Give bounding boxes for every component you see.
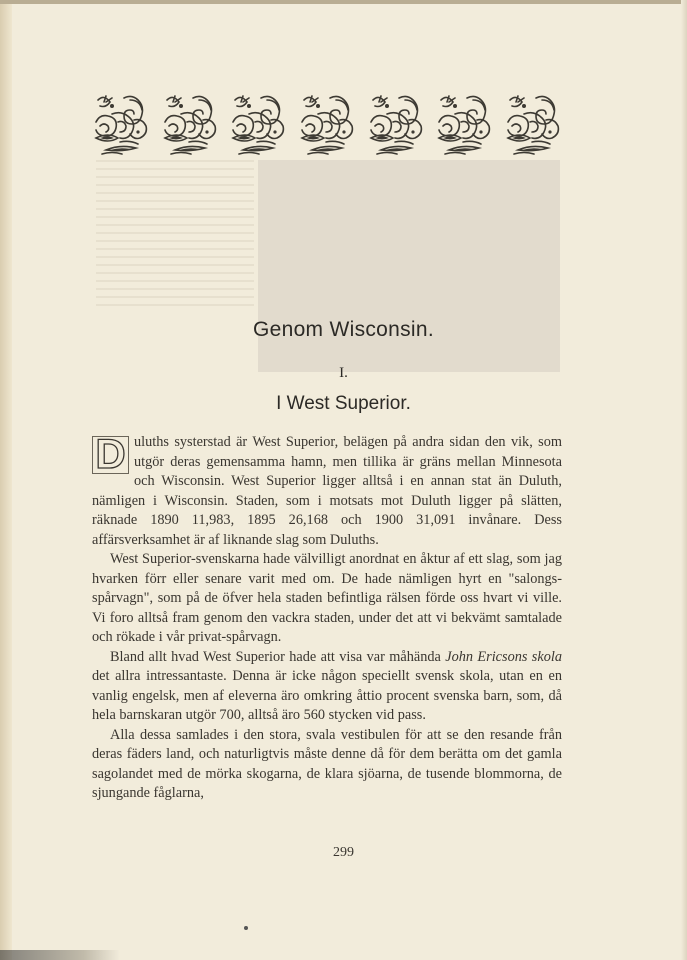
- floral-vignette-icon: [502, 92, 564, 158]
- paper-speck: [244, 926, 248, 930]
- floral-vignette-icon: [296, 92, 358, 158]
- floral-vignette-icon: [90, 92, 152, 158]
- section-subtitle: I West Superior.: [276, 393, 411, 414]
- paragraph: [92, 430, 562, 550]
- paragraph: [92, 648, 562, 726]
- drop-cap-letter: D: [95, 430, 126, 477]
- floral-vignette-icon: [159, 92, 221, 158]
- page-top-edge: [0, 0, 687, 4]
- chapter-title: Genom Wisconsin.: [252, 318, 435, 341]
- paragraph: [92, 550, 562, 648]
- page-binding-edge: [0, 0, 12, 960]
- ornamental-headpiece: [90, 92, 564, 158]
- floral-vignette-icon: [433, 92, 495, 158]
- page-corner-shadow: [0, 950, 120, 960]
- paragraph-text: Bland allt hvad West Superior hade att visa var måhända: [110, 648, 446, 665]
- paragraph: [92, 726, 562, 804]
- italic-school-name: John Ericsons skola: [445, 648, 562, 665]
- paragraph-text: West Superior-svenskarna hade välvilligt anordnat en åktur af ett slag, som jag hvarken förr eller senare varit med om. De hade nämligen hyrt en "salongs-spårvagn", som på de öfver hela staden befintliga rälsen förde oss hvart vi ville. Vi foro alltså fram genom den vackra staden, under det att vi bekvämt samtalade och rökade i vår privat-spårvagn.: [92, 551, 562, 645]
- paragraph-text: uluths systerstad är West Superior, belägen på andra sidan den vik, som utgör deras gemensamma hamn, men tillika är gräns mellan Minnesota och Wisconsin. West Superior ligger alltså i en annan stat än Duluth, nämligen i Wisconsin. Staden, som i motsats mot Duluth ligger på slätten, räknade 1890 11,983, 1895 26,168 och 1900 31,091 invånare. Dess affärsverksamhet är af liknande slag som Duluths.: [92, 434, 562, 548]
- paragraph-text: Alla dessa samlades i den stora, svala vestibulen för att se den resande från deras fäders land, och naturligtvis måste denne då för dem berätta om det gamla sagolandet med de mörka skogarna, de klara sjöarna, de tusende blommorna, de sjungande fåglarna,: [92, 726, 562, 801]
- paragraph-text: det allra intressantaste. Denna är icke någon speciellt svensk skola, utan en en vanlig engelsk, men af eleverna äro omkring åttio procent svenska barn, som, då hela barnskaran utgör 700, alltså äro 560 stycken vid pass.: [92, 668, 562, 723]
- floral-vignette-icon: [227, 92, 289, 158]
- floral-vignette-icon: [365, 92, 427, 158]
- bleed-through-text: [96, 160, 254, 310]
- section-numeral: I.: [339, 365, 348, 381]
- page-number: 299: [333, 845, 354, 860]
- drop-cap: [92, 430, 129, 477]
- page-right-edge: [681, 0, 687, 960]
- body-text: [92, 430, 562, 804]
